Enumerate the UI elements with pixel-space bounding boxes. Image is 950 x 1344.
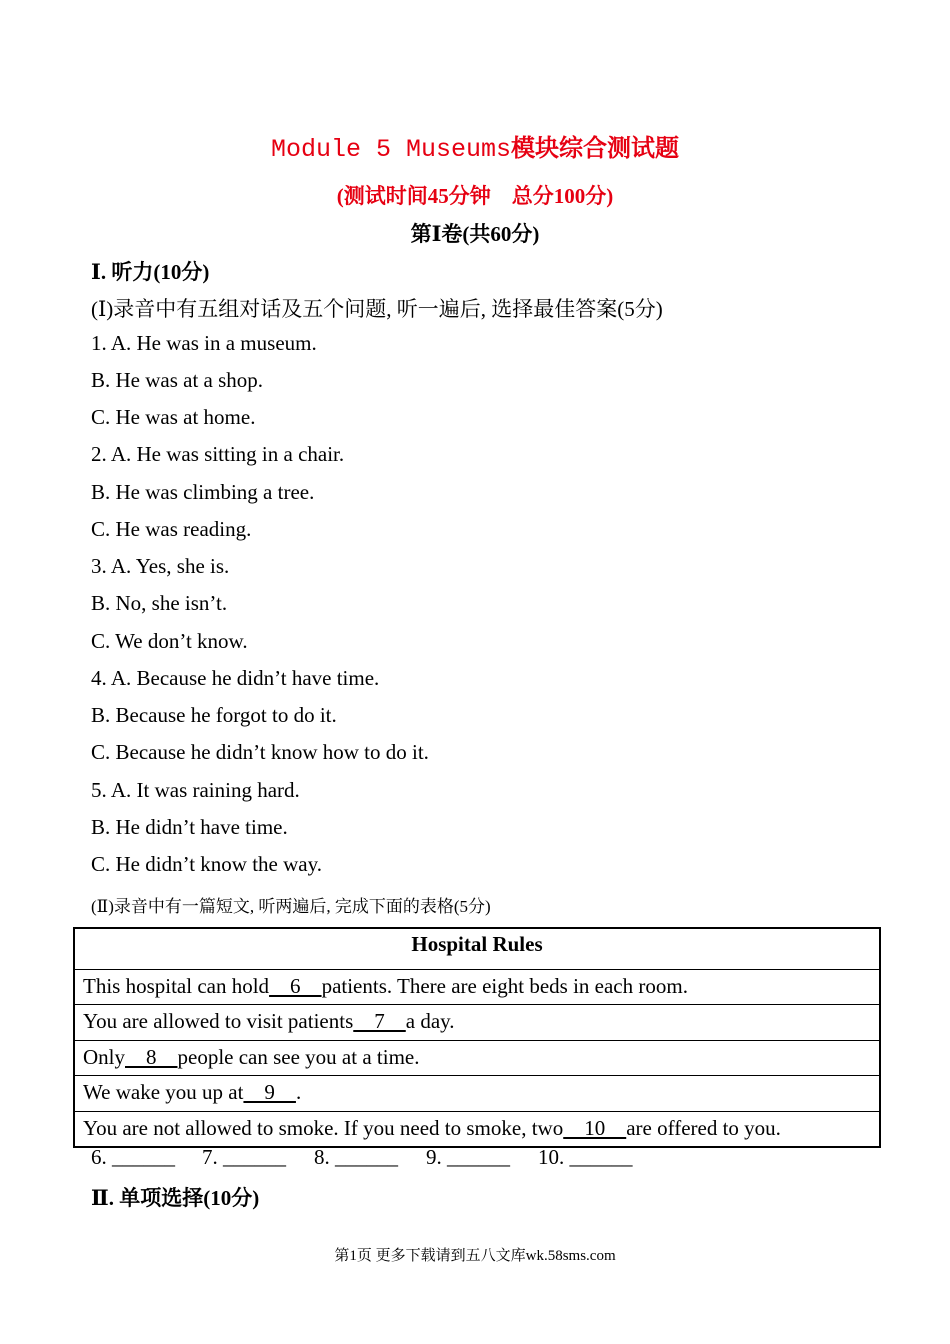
- test-info: (测试时间45分钟 总分100分): [336, 184, 614, 208]
- hospital-rules-table: [73, 927, 881, 1148]
- question-1-option-b: B. He was at a shop.: [91, 368, 264, 392]
- row-text-before: Only: [83, 1044, 125, 1069]
- answer-blank-7: 7. ______: [202, 1145, 286, 1169]
- answer-blank-9: 9. ______: [426, 1145, 510, 1169]
- answer-blank-6: 6. ______: [91, 1145, 175, 1169]
- question-4-option-b: B. Because he forgot to do it.: [91, 703, 337, 727]
- question-5-option-b: B. He didn’t have time.: [91, 815, 288, 839]
- table-row: [75, 1111, 879, 1146]
- part2-instruction: (Ⅱ)录音中有一篇短文, 听两遍后, 完成下面的表格(5分): [91, 897, 491, 916]
- section1-heading: Ⅰ. 听力(10分): [91, 260, 210, 284]
- volume-heading: 第Ⅰ卷(共60分): [410, 222, 540, 246]
- question-5-option-a: 5. A. It was raining hard.: [91, 778, 300, 802]
- fill-blank-7: 7: [353, 1009, 406, 1034]
- question-3-option-a: 3. A. Yes, she is.: [91, 554, 230, 578]
- part1-instruction: (Ⅰ)录音中有五组对话及五个问题, 听一遍后, 选择最佳答案(5分): [91, 297, 663, 321]
- page-title: [0, 128, 950, 164]
- row-text-after: people can see you at a time.: [177, 1044, 420, 1069]
- title-cjk: 模块综合测试题: [511, 134, 680, 162]
- fill-blank-6: 6: [269, 974, 322, 998]
- table-row: [75, 1004, 879, 1039]
- page-footer: 第1页 更多下载请到五八文库wk.58sms.com: [334, 1248, 616, 1264]
- fill-blank-9: 9: [243, 1080, 296, 1105]
- row-text-after: .: [295, 1080, 302, 1105]
- question-4-option-a: 4. A. Because he didn’t have time.: [91, 666, 380, 690]
- table-row: [75, 1040, 879, 1075]
- question-1-option-a: 1. A. He was in a museum.: [91, 331, 317, 355]
- table-row: [75, 1075, 879, 1110]
- row-text-after: a day.: [405, 1009, 455, 1034]
- row-text-after: patients. There are eight beds in each room.: [321, 974, 688, 998]
- answer-blank-8: 8. ______: [314, 1145, 398, 1169]
- question-1-option-c: C. He was at home.: [91, 405, 256, 429]
- question-5-option-c: C. He didn’t know the way.: [91, 852, 322, 876]
- row-text-before: This hospital can hold: [83, 974, 270, 998]
- table-row: [75, 969, 879, 1004]
- question-4-option-c: C. Because he didn’t know how to do it.: [91, 740, 429, 764]
- question-2-option-c: C. He was reading.: [91, 517, 252, 541]
- question-2-option-a: 2. A. He was sitting in a chair.: [91, 442, 345, 466]
- fill-blank-10: 10: [563, 1115, 627, 1140]
- fill-blank-8: 8: [125, 1044, 178, 1069]
- row-text-before: You are not allowed to smoke. If you need to smoke, two: [83, 1115, 564, 1140]
- question-2-option-b: B. He was climbing a tree.: [91, 480, 315, 504]
- table-header: Hospital Rules: [411, 932, 543, 956]
- answer-blank-10: 10. ______: [538, 1145, 633, 1169]
- question-3-option-c: C. We don’t know.: [91, 629, 248, 653]
- row-text-before: You are allowed to visit patients: [83, 1009, 354, 1034]
- section2-heading: Ⅱ. 单项选择(10分): [91, 1186, 260, 1210]
- answer-blanks: [91, 1145, 633, 1170]
- title-latin: Module 5 Museums: [270, 135, 512, 164]
- row-text-after: are offered to you.: [626, 1115, 781, 1140]
- row-text-before: We wake you up at: [83, 1080, 244, 1105]
- question-3-option-b: B. No, she isn’t.: [91, 591, 228, 615]
